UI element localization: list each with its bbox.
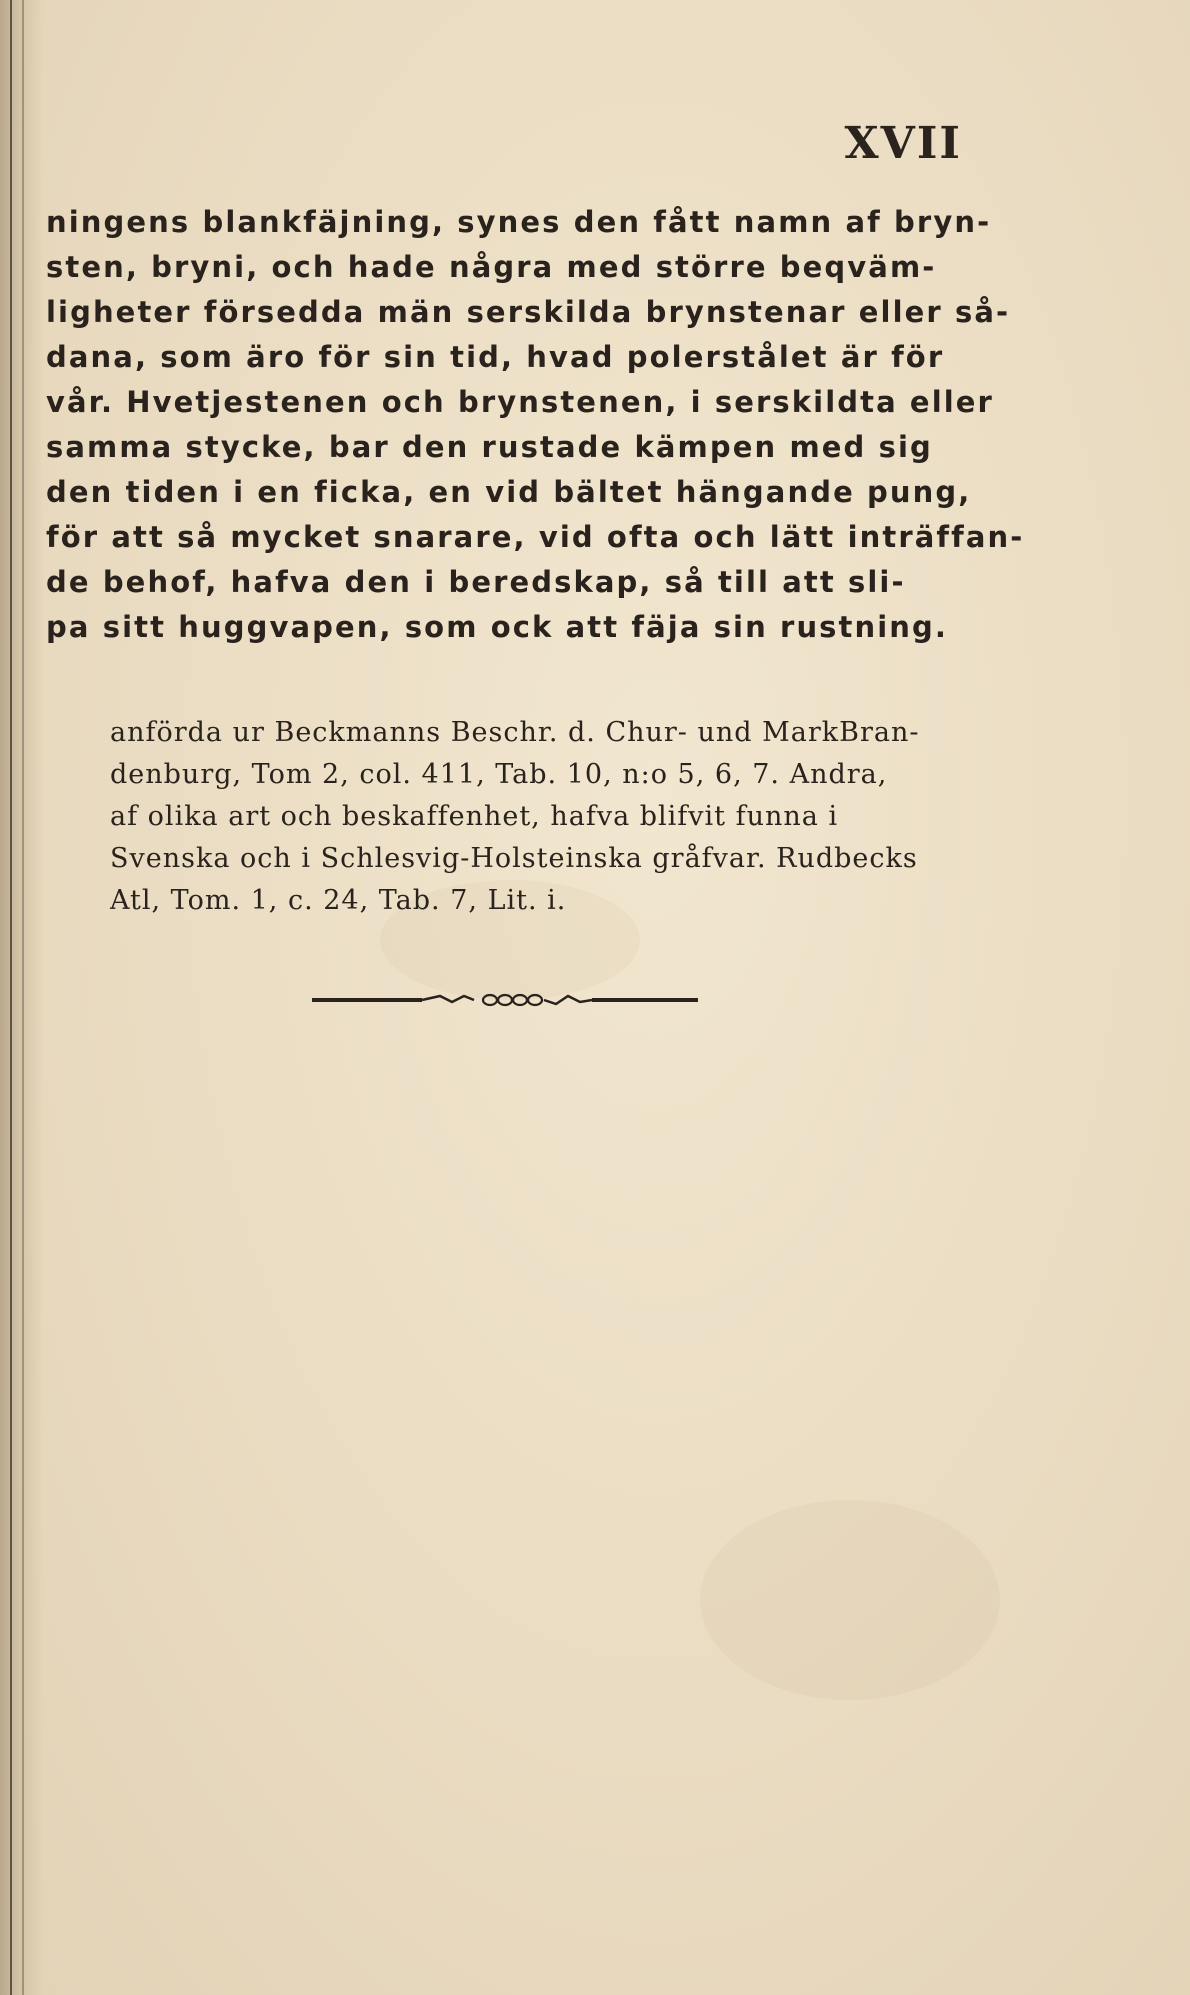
footnote-line: denburg, Tom 2, col. 411, Tab. 10, n:o 5, 6, 7. Andra, [110,759,888,790]
divider-ring [528,995,542,1005]
divider-rule-left [312,998,422,1002]
ornamental-divider [312,992,698,1008]
paper-stain [700,1500,1000,1700]
divider-flourish-left [422,996,474,1002]
text-line: dana, som äro för sin tid, hvad polerstålet är för [46,340,945,374]
text-line: ningens blankfäjning, synes den fått namn af bryn- [46,205,992,239]
text-line: den tiden i en ficka, en vid bältet hängande pung, [46,475,972,509]
footnote-block [110,712,1010,922]
page-number: XVII [844,118,962,169]
divider-ring [498,995,512,1005]
text-line: samma stycke, bar den rustade kämpen med sig [46,430,933,464]
text-line: pa sitt huggvapen, som ock att fäja sin rustning. [46,610,949,644]
footnote-line: Atl, Tom. 1, c. 24, Tab. 7, Lit. i. [110,885,567,916]
divider-ring [513,995,527,1005]
main-text-block [46,200,1025,650]
divider-flourish-right [544,996,592,1004]
footnote-line: af olika art och beskaffenhet, hafva blifvit funna i [110,801,839,832]
text-line: vår. Hvetjestenen och brynstenen, i serskildta eller [46,385,994,419]
text-line: de behof, hafva den i beredskap, så till att sli- [46,565,906,599]
divider-rule-right [592,998,698,1002]
binding-edge [22,0,24,1995]
text-line: ligheter försedda män serskilda brynstenar eller så- [46,295,1011,329]
text-line: sten, bryni, och hade några med större beqväm- [46,250,937,284]
divider-ring [483,995,497,1005]
footnote-line: Svenska och i Schlesvig-Holsteinska gråfvar. Rudbecks [110,843,918,874]
binding-edge [10,0,12,1995]
footnote-line: anförda ur Beckmanns Beschr. d. Chur- und MarkBran- [110,717,920,748]
text-line: för att så mycket snarare, vid ofta och lätt inträffan- [46,520,1025,554]
